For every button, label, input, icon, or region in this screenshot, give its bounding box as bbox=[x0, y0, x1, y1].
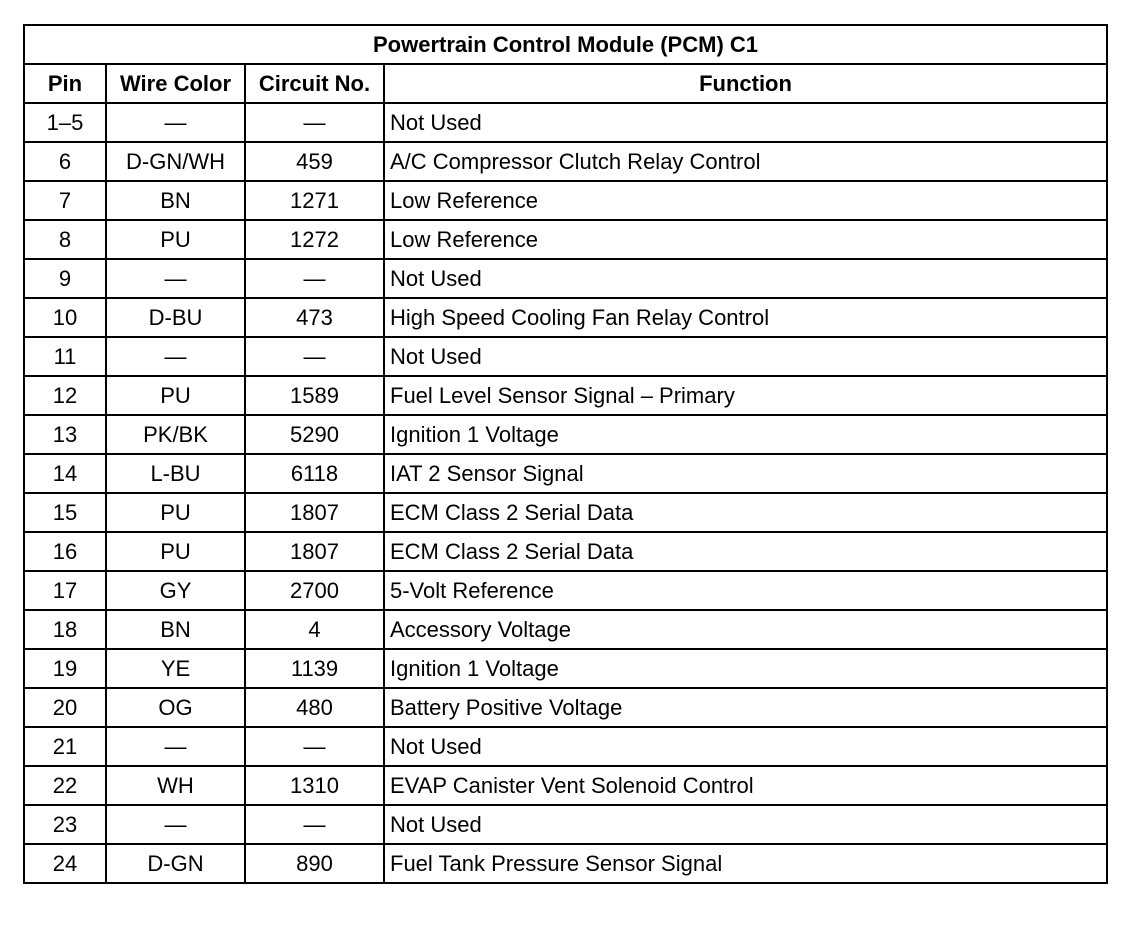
table-row bbox=[24, 805, 1107, 844]
table-row bbox=[24, 454, 1107, 493]
wire-color-cell: L-BU bbox=[106, 454, 245, 493]
wire-color-cell: GY bbox=[106, 571, 245, 610]
pin-cell: 20 bbox=[24, 688, 106, 727]
circuit-no-cell: 1272 bbox=[245, 220, 384, 259]
table-row bbox=[24, 727, 1107, 766]
circuit-no-cell: 480 bbox=[245, 688, 384, 727]
circuit-no-cell: — bbox=[245, 337, 384, 376]
table-row bbox=[24, 844, 1107, 883]
table-row bbox=[24, 298, 1107, 337]
wire-color-cell: YE bbox=[106, 649, 245, 688]
circuit-no-cell: — bbox=[245, 727, 384, 766]
circuit-no-cell: 1589 bbox=[245, 376, 384, 415]
pin-cell: 17 bbox=[24, 571, 106, 610]
wire-color-cell: PU bbox=[106, 493, 245, 532]
function-cell: Accessory Voltage bbox=[384, 610, 1107, 649]
table-row bbox=[24, 571, 1107, 610]
pin-cell: 8 bbox=[24, 220, 106, 259]
pin-cell: 18 bbox=[24, 610, 106, 649]
wire-color-cell: — bbox=[106, 727, 245, 766]
wire-color-cell: — bbox=[106, 805, 245, 844]
table-row bbox=[24, 649, 1107, 688]
circuit-no-cell: 1271 bbox=[245, 181, 384, 220]
circuit-no-cell: 6118 bbox=[245, 454, 384, 493]
pin-cell: 19 bbox=[24, 649, 106, 688]
header-wire-color: Wire Color bbox=[106, 64, 245, 103]
pin-cell: 9 bbox=[24, 259, 106, 298]
function-cell: Fuel Tank Pressure Sensor Signal bbox=[384, 844, 1107, 883]
table-title-row bbox=[24, 25, 1107, 64]
wire-color-cell: D-BU bbox=[106, 298, 245, 337]
pin-cell: 21 bbox=[24, 727, 106, 766]
function-cell: Not Used bbox=[384, 727, 1107, 766]
pin-cell: 24 bbox=[24, 844, 106, 883]
table-row bbox=[24, 766, 1107, 805]
wire-color-cell: — bbox=[106, 337, 245, 376]
pin-cell: 7 bbox=[24, 181, 106, 220]
function-cell: Ignition 1 Voltage bbox=[384, 415, 1107, 454]
pin-cell: 22 bbox=[24, 766, 106, 805]
wire-color-cell: D-GN/WH bbox=[106, 142, 245, 181]
table-title: Powertrain Control Module (PCM) C1 bbox=[24, 25, 1107, 64]
pcm-c1-pinout-table bbox=[23, 24, 1108, 884]
function-cell: High Speed Cooling Fan Relay Control bbox=[384, 298, 1107, 337]
function-cell: 5-Volt Reference bbox=[384, 571, 1107, 610]
circuit-no-cell: 2700 bbox=[245, 571, 384, 610]
function-cell: IAT 2 Sensor Signal bbox=[384, 454, 1107, 493]
wire-color-cell: — bbox=[106, 259, 245, 298]
circuit-no-cell: 1807 bbox=[245, 532, 384, 571]
table-row bbox=[24, 181, 1107, 220]
table-header-row bbox=[24, 64, 1107, 103]
pin-cell: 10 bbox=[24, 298, 106, 337]
wire-color-cell: BN bbox=[106, 610, 245, 649]
pin-cell: 11 bbox=[24, 337, 106, 376]
circuit-no-cell: — bbox=[245, 103, 384, 142]
function-cell: Not Used bbox=[384, 805, 1107, 844]
circuit-no-cell: — bbox=[245, 805, 384, 844]
wire-color-cell: OG bbox=[106, 688, 245, 727]
wire-color-cell: D-GN bbox=[106, 844, 245, 883]
circuit-no-cell: 890 bbox=[245, 844, 384, 883]
pin-cell: 16 bbox=[24, 532, 106, 571]
header-function: Function bbox=[384, 64, 1107, 103]
function-cell: Low Reference bbox=[384, 181, 1107, 220]
table-row bbox=[24, 259, 1107, 298]
circuit-no-cell: 473 bbox=[245, 298, 384, 337]
table-row bbox=[24, 103, 1107, 142]
circuit-no-cell: 459 bbox=[245, 142, 384, 181]
wire-color-cell: PU bbox=[106, 220, 245, 259]
pin-cell: 14 bbox=[24, 454, 106, 493]
wire-color-cell: PK/BK bbox=[106, 415, 245, 454]
pin-cell: 1–5 bbox=[24, 103, 106, 142]
function-cell: Not Used bbox=[384, 337, 1107, 376]
header-circuit-no: Circuit No. bbox=[245, 64, 384, 103]
function-cell: EVAP Canister Vent Solenoid Control bbox=[384, 766, 1107, 805]
header-pin: Pin bbox=[24, 64, 106, 103]
circuit-no-cell: 5290 bbox=[245, 415, 384, 454]
table-row bbox=[24, 415, 1107, 454]
table-row bbox=[24, 376, 1107, 415]
function-cell: ECM Class 2 Serial Data bbox=[384, 532, 1107, 571]
wire-color-cell: WH bbox=[106, 766, 245, 805]
circuit-no-cell: 4 bbox=[245, 610, 384, 649]
wire-color-cell: — bbox=[106, 103, 245, 142]
function-cell: Fuel Level Sensor Signal – Primary bbox=[384, 376, 1107, 415]
table-row bbox=[24, 493, 1107, 532]
circuit-no-cell: 1807 bbox=[245, 493, 384, 532]
pin-cell: 13 bbox=[24, 415, 106, 454]
function-cell: Battery Positive Voltage bbox=[384, 688, 1107, 727]
table-row bbox=[24, 337, 1107, 376]
pin-cell: 15 bbox=[24, 493, 106, 532]
table-row bbox=[24, 610, 1107, 649]
pin-cell: 6 bbox=[24, 142, 106, 181]
table-row bbox=[24, 220, 1107, 259]
circuit-no-cell: 1310 bbox=[245, 766, 384, 805]
circuit-no-cell: — bbox=[245, 259, 384, 298]
function-cell: ECM Class 2 Serial Data bbox=[384, 493, 1107, 532]
wire-color-cell: PU bbox=[106, 376, 245, 415]
function-cell: Not Used bbox=[384, 103, 1107, 142]
function-cell: A/C Compressor Clutch Relay Control bbox=[384, 142, 1107, 181]
function-cell: Ignition 1 Voltage bbox=[384, 649, 1107, 688]
table-row bbox=[24, 688, 1107, 727]
table-row bbox=[24, 142, 1107, 181]
wire-color-cell: BN bbox=[106, 181, 245, 220]
table-row bbox=[24, 532, 1107, 571]
circuit-no-cell: 1139 bbox=[245, 649, 384, 688]
function-cell: Not Used bbox=[384, 259, 1107, 298]
function-cell: Low Reference bbox=[384, 220, 1107, 259]
pin-cell: 23 bbox=[24, 805, 106, 844]
pin-cell: 12 bbox=[24, 376, 106, 415]
wire-color-cell: PU bbox=[106, 532, 245, 571]
